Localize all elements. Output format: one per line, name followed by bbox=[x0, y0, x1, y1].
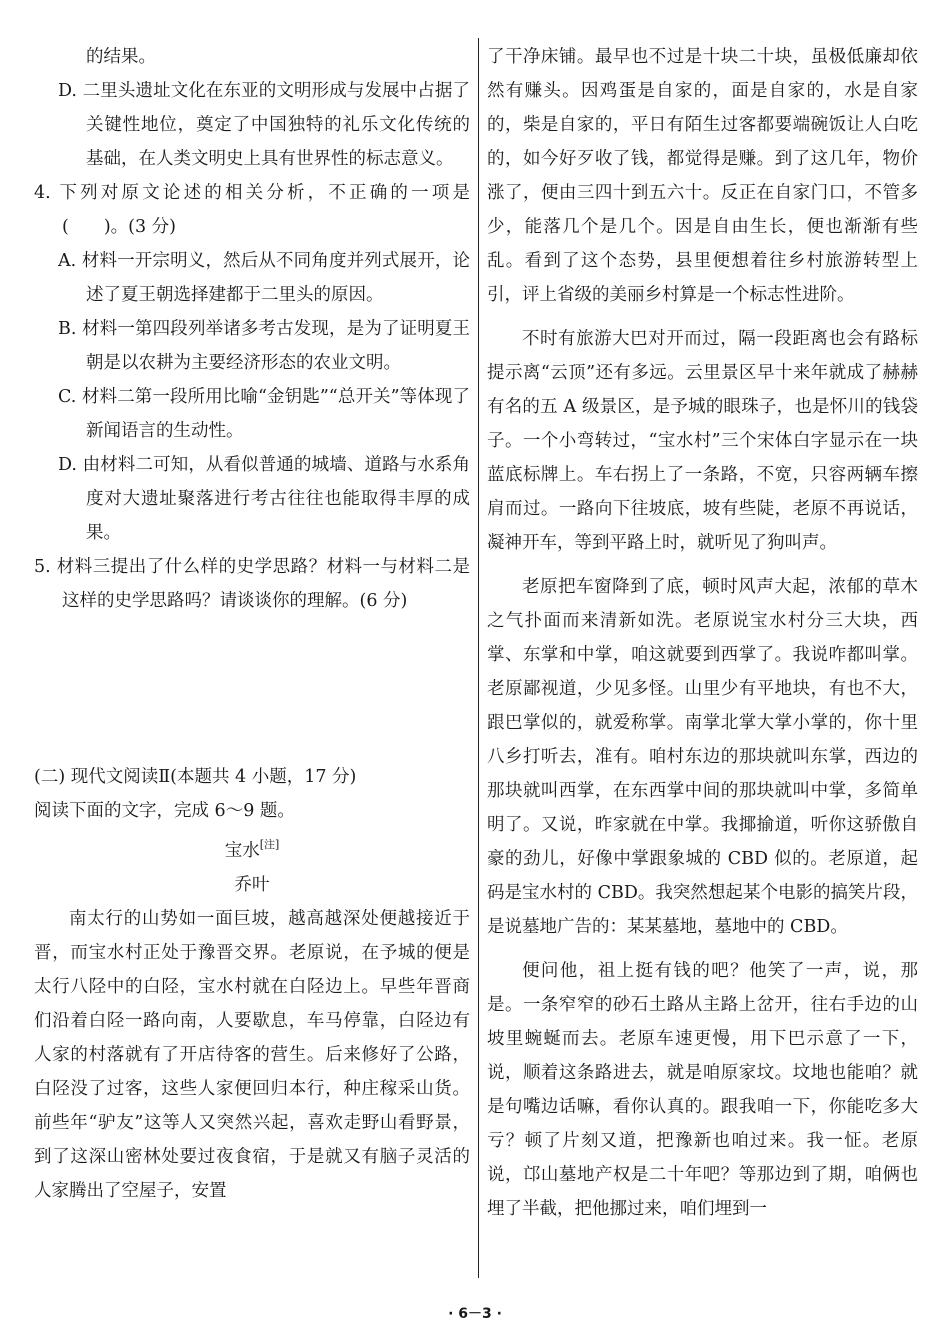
q4-option-a: A. 材料一开宗明义，然后从不同角度并列式展开，论述了夏王朝选择建都于二里头的原因。 bbox=[58, 251, 470, 305]
paragraph-gap bbox=[487, 560, 918, 570]
page-number: · 6－3 · bbox=[448, 1306, 502, 1322]
q3-option-d: D. 二里头遗址文化在东亚的文明形成与发展中占据了关键性地位，奠定了中国独特的礼乐文化传统的基础，在人类文明史上具有世界性的标志意义。 bbox=[58, 81, 470, 169]
left-column bbox=[34, 40, 470, 1208]
q4-option-d: D. 由材料二可知，从看似普通的城墙、道路与水系角度对大遗址聚落进行考古往往也能取得丰厚的成果。 bbox=[58, 455, 470, 543]
reading-instruction: 阅读下面的文字，完成 6～9 题。 bbox=[34, 801, 295, 821]
q4-option-b: B. 材料一第四段列举诸多考古发现，是为了证明夏王朝是以农耕为主要经济形态的农业文明。 bbox=[58, 319, 470, 373]
story-paragraph-2: 不时有旅游大巴对开而过，隔一段距离也会有路标提示离“云顶”还有多远。云里景区早十来年就成了赫赫有名的五 A 级景区，是予城的眼珠子，也是怀川的钱袋子。一个小弯转过，“宝水村”三个宋体白字显示在一块蓝底标牌上。车右拐上了一条路，不宽，只容两辆车擦肩而过。一路向下往坡底，坡有些陡，老原不再说话，凝神开车，等到平路上时，就听见了狗叫声。 bbox=[487, 329, 918, 553]
q4-stem: 4. 下列对原文论述的相关分析，不正确的一项是( )。(3 分) bbox=[34, 183, 470, 237]
answer-space bbox=[34, 618, 470, 760]
story-paragraph-1: 南太行的山势如一面巨坡，越高越深处便越接近于晋，而宝水村正处于豫晋交界。老原说，在予城的便是太行八陉中的白陉，宝水村就在白陉边上。早些年晋商们沿着白陉一路向南，人要歇息，车马停靠，白陉边有人家的村落就有了开店待客的营生。后来修好了公路，白陉没了过客，这些人家便回归本行，种庄稼采山货。前些年“驴友”这等人又突然兴起，喜欢走野山看野景，到了这深山密林处要过夜食宿，于是就又有脑子灵活的人家腾出了空屋子，安置 bbox=[34, 909, 470, 1201]
right-column bbox=[487, 40, 918, 1226]
story-title-note: [注] bbox=[259, 838, 280, 851]
q4-option-c: C. 材料二第一段所用比喻“金钥匙”“总开关”等体现了新闻语言的生动性。 bbox=[58, 387, 470, 441]
story-title-text: 宝水 bbox=[224, 841, 260, 861]
story-paragraph-3: 老原把车窗降到了底，顿时风声大起，浓郁的草木之气扑面而来清新如洗。老原说宝水村分三大块，西掌、东掌和中掌，咱这就要到西掌了。我说咋都叫掌。老原鄙视道，少见多怪。山里少有平地块，有也不大，跟巴掌似的，就爱称掌。南掌北掌大掌小掌的，你十里八乡打听去，准有。咱村东边的那块就叫东掌，西边的那块就叫西掌，在东西掌中间的那块就叫中掌，多简单明了。又说，昨家就在中掌。我揶揄道，听你这骄傲自豪的劲儿，好像中掌跟象城的 CBD 似的。老原道，起码是宝水村的 CBD。我突然想起某个电影的搞笑片段，是说墓地广告的：某某墓地，墓地中的 CBD。 bbox=[487, 577, 918, 937]
story-paragraph-1-continued: 了干净床铺。最早也不过是十块二十块，虽极低廉却依然有赚头。因鸡蛋是自家的，面是自家的，水是自家的，柴是自家的，平日有陌生过客都要端碗饭让人白吃的，如今好歹收了钱，都觉得是赚。到了这几年，物价涨了，便由三四十到五六十。反正在自家门口，不管多少，能落几个是几个。因是自由生长，便也渐渐有些乱。看到了这个态势，县里便想着往乡村旅游转型上引，评上省级的美丽乡村算是一个标志性进阶。 bbox=[487, 47, 918, 305]
paragraph-gap bbox=[487, 944, 918, 954]
story-title bbox=[34, 828, 470, 868]
section-title: (二) 现代文阅读Ⅱ(本题共 4 小题，17 分) bbox=[34, 767, 357, 787]
story-author: 乔叶 bbox=[234, 875, 270, 895]
story-paragraph-4: 便问他，祖上挺有钱的吧？他笑了一声，说，那是。一条窄窄的砂石土路从主路上岔开，往右手边的山坡里蜿蜒而去。老原车速更慢，用下巴示意了一下，说，顺着这条路进去，就是咱原家坟。坟地也能咱？就是句嘴边话嘛，看你认真的。跟我咱一下，你能吃多大亏？顿了片刻又道，把豫新也咱过来。我一怔。老原说，邙山墓地产权是二十年吧？等那边到了期，咱俩也埋了半截，把他挪过来，咱们埋到一 bbox=[487, 961, 918, 1219]
q3-option-c-tail: 的结果。 bbox=[86, 47, 156, 67]
column-divider bbox=[478, 38, 479, 1278]
q5-question: 5. 材料三提出了什么样的史学思路？材料一与材料二是这样的史学思路吗？请谈谈你的理解。(6 分) bbox=[34, 557, 470, 611]
paragraph-gap bbox=[487, 312, 918, 322]
